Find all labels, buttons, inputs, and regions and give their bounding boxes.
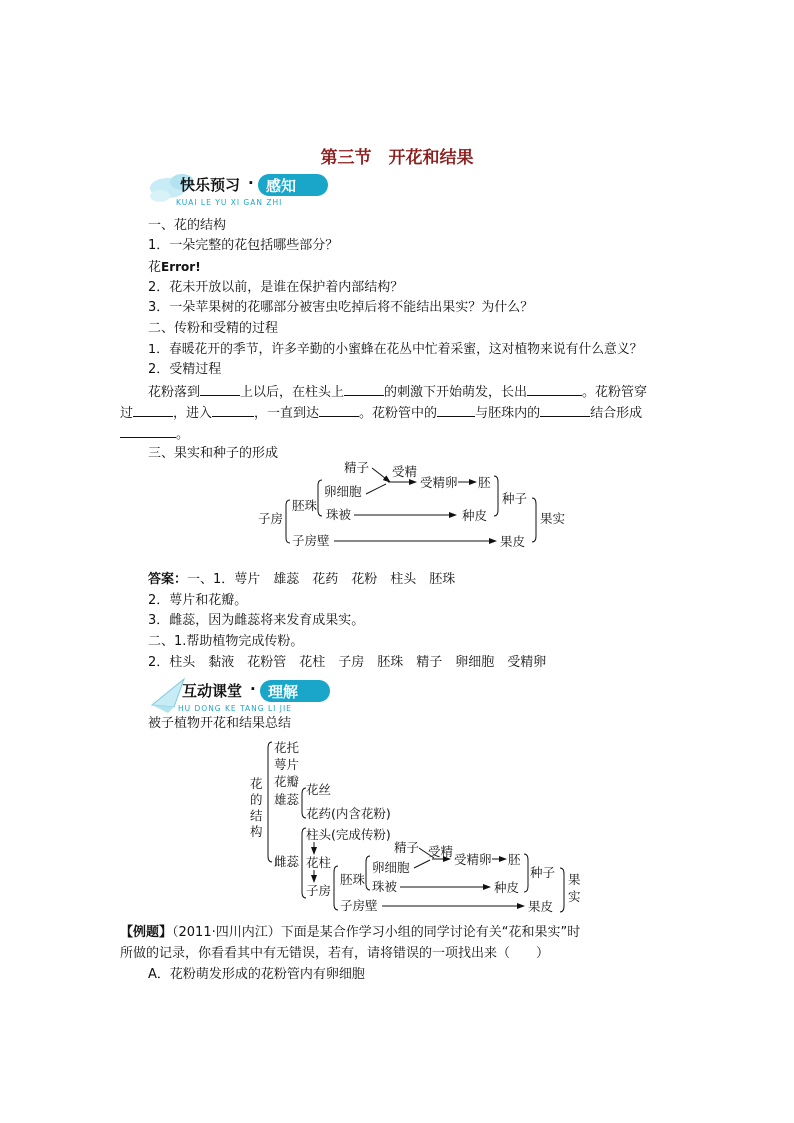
label-shoujingluan: 受精卵 (420, 475, 458, 490)
blank[interactable] (344, 382, 384, 396)
example-line-2: 所做的记录，你看看其中有无错误，若有，请将错误的一项找出来（ ） (120, 946, 550, 961)
label-zhongpi2: 种皮 (494, 880, 520, 895)
answer-label: 答案： (148, 572, 188, 587)
banner2-dot: · (250, 680, 256, 698)
label-huaban: 花瓣 (274, 774, 300, 789)
heading-fruit-seed: 三、果实和种子的形成 (148, 446, 279, 461)
diagram-fruit-formation (250, 460, 580, 560)
banner1-dot: · (248, 174, 254, 192)
example-line-1: 【例题】（2011·四川内江）下面是某合作学习小组的同学讨论有关“花和果实”时 (120, 925, 581, 940)
label-huatuo: 花托 (274, 740, 300, 755)
label-peizhu: 胚珠 (292, 498, 318, 513)
label-hua: 花 (250, 776, 263, 791)
heading-flower-structure: 一、花的结构 (148, 218, 227, 233)
label-zifangbi: 子房壁 (292, 533, 330, 548)
label-peizhu2: 胚珠 (340, 872, 366, 887)
diagram-flower-summary (244, 738, 584, 918)
answer-line-5: 2．柱头 黏液 花粉管 花柱 子房 胚珠 精子 卵细胞 受精卵 (148, 655, 547, 670)
blank[interactable] (437, 403, 475, 417)
question-4: 1．春暖花开的季节，许多辛勤的小蜜蜂在花丛中忙着采蜜，这对植物来说有什么意义？ (148, 342, 643, 357)
banner-classroom (148, 675, 338, 717)
banner2-main: 互动课堂 (182, 682, 243, 700)
label-shi: 实 (568, 889, 581, 904)
label-cirui: 雌蕊 (274, 854, 300, 869)
label-zhongpi: 种皮 (462, 508, 488, 523)
label-huazhu: 花柱 (306, 855, 332, 870)
label-xiongrui: 雄蕊 (274, 792, 300, 807)
example-tag: 【例题】 (120, 925, 173, 940)
label-zifangbi2: 子房壁 (340, 898, 378, 913)
label-guo: 果 (568, 872, 581, 887)
heading-pollination: 二、传粉和受精的过程 (148, 321, 279, 336)
blank[interactable] (319, 403, 359, 417)
answer-line-4: 二、1.帮助植物完成传粉。 (148, 634, 304, 649)
label-guopi2: 果皮 (528, 899, 554, 914)
banner1-accent: 感知 (266, 177, 297, 195)
error-line (148, 258, 201, 277)
banner2-accent: 理解 (268, 683, 299, 701)
label-shoujingluan2: 受精卵 (454, 852, 492, 867)
label-de: 的 (250, 792, 263, 807)
label-zhubei2: 珠被 (372, 879, 398, 894)
banner1-main: 快乐预习 (180, 176, 241, 194)
blank[interactable] (212, 403, 254, 417)
example-option-a[interactable]: A．花粉萌发形成的花粉管内有卵细胞 (148, 967, 365, 982)
banner1-pinyin: KUAI LE YU XI GAN ZHI (176, 198, 283, 207)
blank[interactable] (133, 403, 173, 417)
label-pei: 胚 (478, 475, 491, 490)
banner-preview (148, 170, 338, 212)
question-3: 3．一朵苹果树的花哪部分被害虫吃掉后将不能结出果实？为什么？ (148, 300, 534, 315)
page-title: 第三节 开花和结果 (320, 148, 474, 168)
label-huasi: 花丝 (306, 782, 332, 797)
answer-line-2: 2．萼片和花瓣。 (148, 593, 248, 608)
answer-line-1: 答案：一、1．萼片 雄蕊 花药 花粉 柱头 胚珠 (148, 572, 456, 587)
fill-line-2: 过 ，进入 ，一直到达 。花粉管中的 与胚珠内的 结合形成 (120, 403, 642, 423)
label-huayao: 花药(内含花粉) (306, 806, 391, 821)
fill-line-1: 花粉落到 上以后，在柱头上 的刺激下开始萌发，长出 。花粉管穿 (148, 382, 647, 402)
label-zifang: 子房 (258, 511, 284, 526)
label-guoshi: 果实 (540, 511, 566, 526)
label-gou: 构 (250, 824, 263, 839)
label-zhutou: 柱头(完成传粉) (306, 827, 391, 842)
blank[interactable] (540, 403, 590, 417)
label-zhongzi: 种子 (502, 491, 528, 506)
fill-line-3: 。 (120, 424, 189, 444)
question-5: 2．受精过程 (148, 362, 222, 377)
label-zhongzi2: 种子 (530, 865, 556, 880)
blank[interactable] (120, 424, 176, 438)
error-prefix: 花 (148, 260, 162, 275)
label-jingzi: 精子 (344, 460, 370, 475)
label-shoujing2: 受精 (428, 844, 454, 859)
label-epian: 萼片 (274, 757, 300, 772)
label-luanxibao: 卵细胞 (324, 484, 362, 499)
label-jingzi2: 精子 (394, 840, 420, 855)
label-pei2: 胚 (508, 852, 521, 867)
label-zifang2: 子房 (306, 883, 332, 898)
label-guopi: 果皮 (500, 534, 526, 549)
label-luanxibao2: 卵细胞 (372, 860, 410, 875)
label-jie: 结 (250, 808, 263, 823)
blank[interactable] (200, 382, 240, 396)
question-2: 2．花未开放以前，是谁在保护着内部结构？ (148, 280, 404, 295)
label-shoujing: 受精 (392, 464, 418, 479)
error-text: Error! (161, 260, 201, 274)
label-zhubei: 珠被 (326, 507, 352, 522)
summary-title: 被子植物开花和结果总结 (148, 716, 292, 731)
banner2-pinyin: HU DONG KE TANG LI JIE (178, 704, 292, 713)
answer-line-3: 3．雌蕊，因为雌蕊将来发育成果实。 (148, 613, 365, 628)
blank[interactable] (527, 382, 582, 396)
question-1: 1．一朵完整的花包括哪些部分？ (148, 238, 339, 253)
